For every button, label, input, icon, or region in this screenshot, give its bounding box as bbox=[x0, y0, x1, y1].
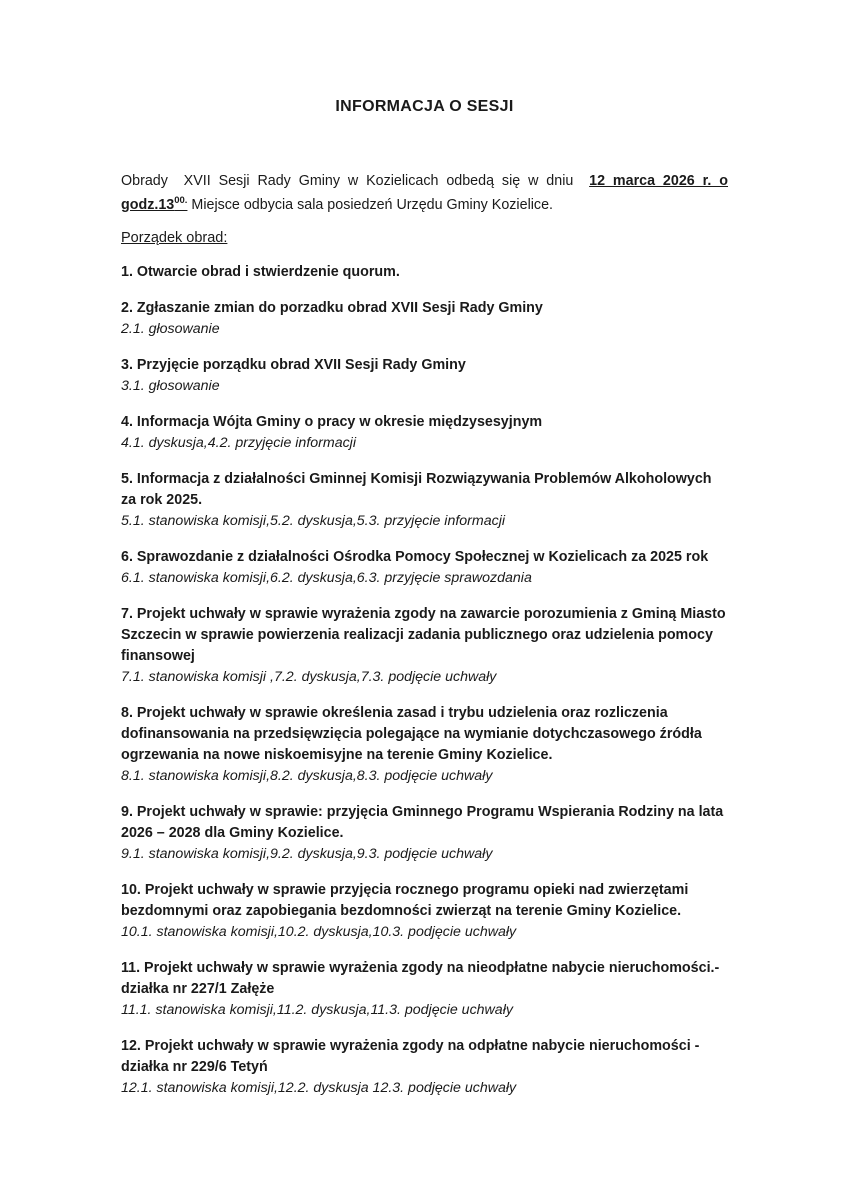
agenda-list bbox=[121, 262, 728, 1099]
document-title: INFORMACJA O SESJI bbox=[335, 98, 514, 115]
agenda-item-title: 5. Informacja z działalności Gminnej Komisji Rozwiązywania Problemów Alkoholowych za rok 2025. bbox=[121, 471, 712, 508]
intro-text-after-date: Miejsce odbycia sala posiedzeń Urzędu Gminy Kozielice. bbox=[187, 196, 553, 213]
agenda-item-title: 12. Projekt uchwały w sprawie wyrażenia zgody na odpłatne nabycie nieruchomości - działka nr 229/6 Tetyń bbox=[121, 1038, 700, 1075]
agenda-item-subpoints: 6.1. stanowiska komisji,6.2. dyskusja,6.3. przyjęcie sprawozdania bbox=[121, 570, 532, 586]
agenda-heading: Porządek obrad: bbox=[121, 230, 228, 246]
agenda-item-subpoints: 2.1. głosowanie bbox=[121, 321, 220, 337]
agenda-item bbox=[121, 262, 728, 283]
agenda-item-title: 1. Otwarcie obrad i stwierdzenie quorum. bbox=[121, 264, 400, 280]
session-date-text: 12 marca 2026 r. o godz.13 bbox=[121, 173, 729, 213]
agenda-item-subpoints: 3.1. głosowanie bbox=[121, 378, 220, 394]
agenda-item bbox=[121, 958, 728, 1021]
agenda-item bbox=[121, 547, 728, 589]
agenda-item-subpoints: 8.1. stanowiska komisji,8.2. dyskusja,8.3. podjęcie uchwały bbox=[121, 768, 493, 784]
agenda-item bbox=[121, 355, 728, 397]
agenda-item-title: 6. Sprawozdanie z działalności Ośrodka Pomocy Społecznej w Kozielicach za 2025 rok bbox=[121, 549, 709, 565]
agenda-item-title: 3. Przyjęcie porządku obrad XVII Sesji Rady Gminy bbox=[121, 357, 466, 373]
agenda-item-title: 11. Projekt uchwały w sprawie wyrażenia zgody na nieodpłatne nabycie nieruchomości.- działka nr 227/1 Załęże bbox=[121, 960, 720, 997]
agenda-item bbox=[121, 880, 728, 943]
session-intro bbox=[121, 170, 728, 217]
agenda-item bbox=[121, 703, 728, 787]
agenda-item bbox=[121, 412, 728, 454]
agenda-item-title: 8. Projekt uchwały w sprawie określenia zasad i trybu udzielenia oraz rozliczenia dofinansowania na przedsięwzięcia polegające na wymianie dotychczasowego źródła ogrzewania na nowe niskoemisyjne na terenie Gminy Kozielice. bbox=[121, 705, 702, 763]
agenda-item-title: 4. Informacja Wójta Gminy o pracy w okresie międzysesyjnym bbox=[121, 414, 543, 430]
agenda-item bbox=[121, 1036, 728, 1099]
agenda-item-title: 9. Projekt uchwały w sprawie: przyjęcia Gminnego Programu Wspierania Rodziny na lata 2026 – 2028 dla Gminy Kozielice. bbox=[121, 804, 724, 841]
agenda-item bbox=[121, 469, 728, 532]
agenda-item bbox=[121, 802, 728, 865]
agenda-item-subpoints: 11.1. stanowiska komisji,11.2. dyskusja,11.3. podjęcie uchwały bbox=[121, 1002, 513, 1018]
agenda-item-subpoints: 7.1. stanowiska komisji ,7.2. dyskusja,7.3. podjęcie uchwały bbox=[121, 669, 497, 685]
agenda-item bbox=[121, 298, 728, 340]
agenda-item-subpoints: 9.1. stanowiska komisji,9.2. dyskusja,9.3. podjęcie uchwały bbox=[121, 846, 493, 862]
agenda-item-title: 7. Projekt uchwały w sprawie wyrażenia zgody na zawarcie porozumienia z Gminą Miasto Szczecin w sprawie powierzenia realizacji zadania publicznego oraz udzielenia pomocy finansowej bbox=[121, 606, 726, 664]
session-time-superscript: 00. bbox=[174, 194, 188, 206]
agenda-item bbox=[121, 604, 728, 688]
agenda-item-title: 2. Zgłaszanie zmian do porzadku obrad XVII Sesji Rady Gminy bbox=[121, 300, 543, 316]
agenda-item-subpoints: 5.1. stanowiska komisji,5.2. dyskusja,5.3. przyjęcie informacji bbox=[121, 513, 506, 529]
agenda-item-title: 10. Projekt uchwały w sprawie przyjęcia rocznego programu opieki nad zwierzętami bezdomnymi oraz zapobiegania bezdomności zwierząt na terenie Gminy Kozielice. bbox=[121, 882, 689, 919]
intro-text-before-date: Obrady XVII Sesji Rady Gminy w Kozielicach odbedą się w dniu bbox=[121, 173, 590, 189]
agenda-item-subpoints: 4.1. dyskusja,4.2. przyjęcie informacji bbox=[121, 435, 356, 451]
agenda-item-subpoints: 12.1. stanowiska komisji,12.2. dyskusja 12.3. podjęcie uchwały bbox=[121, 1080, 517, 1096]
agenda-item-subpoints: 10.1. stanowiska komisji,10.2. dyskusja,10.3. podjęcie uchwały bbox=[121, 924, 517, 940]
